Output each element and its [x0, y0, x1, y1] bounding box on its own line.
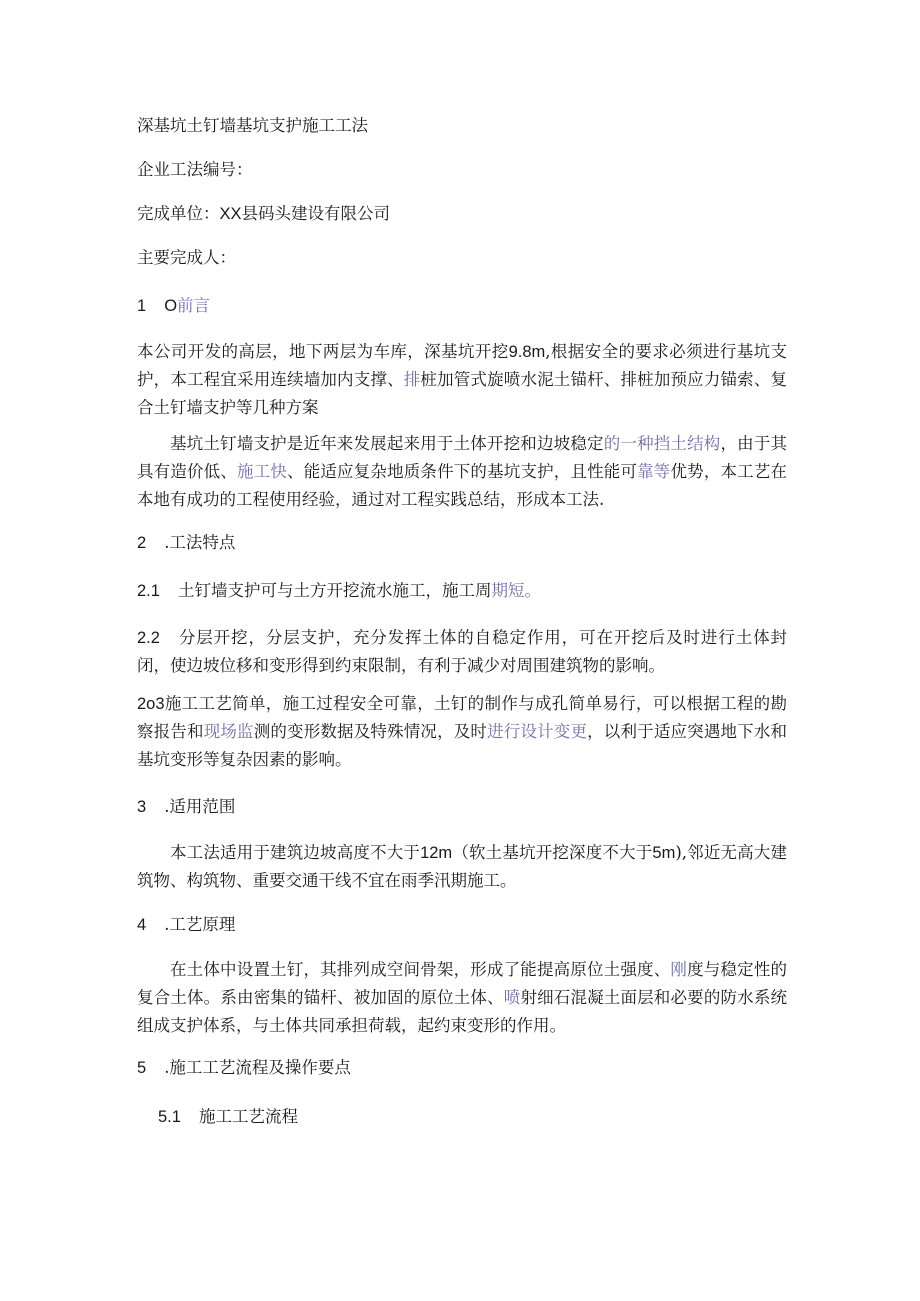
text-run: 排 [403, 370, 421, 389]
text-run: 现场监 [203, 722, 254, 741]
section-title: .工艺原理 [164, 915, 236, 934]
method-code-label: 企业工法编号： [137, 160, 253, 179]
section-title: .适用范围 [164, 797, 236, 816]
depth-value: 5m [652, 844, 676, 862]
item-num: 2.1 [137, 582, 160, 600]
text-run: 土钉墙支护可与土方开挖流水施工，施工周 [177, 581, 492, 600]
text-run: （软土基坑开挖深度不大于 [452, 843, 653, 862]
subsection-title: 施工工艺流程 [198, 1107, 298, 1126]
text-run: 分层开挖，分层支护，充分发挥土体的自稳定作用，可在开挖后及时进行土体封闭，使边坡位移和变形得到约束限制，有利于减少对周围建筑物的影响。 [137, 628, 787, 675]
unit-value: XX县码头建设有限公司 [219, 205, 391, 223]
text-run: 施工快 [237, 462, 288, 481]
text-run: 的一种挡土结构 [603, 434, 721, 453]
text-run: 期短。 [491, 581, 541, 600]
text-run: ),邻近无高大建筑物、构筑物、重要交通干线不宜在雨季汛期施工。 [137, 843, 788, 890]
item-num: 2.2 [137, 629, 160, 647]
section-5-heading [137, 1056, 351, 1080]
text-run: 进行设计变更 [487, 722, 588, 741]
section-4-heading [137, 913, 235, 937]
text-run: 测的变形数据及特殊情况，及时 [253, 722, 488, 741]
text-run: 本工法适用于建筑边坡高度不大于 [170, 843, 421, 862]
section-num: 5 [137, 1059, 147, 1077]
main-authors-label: 主要完成人： [137, 248, 236, 267]
section-num: 3 [137, 798, 147, 816]
section-title: .施工工艺流程及操作要点 [164, 1058, 351, 1077]
section-1-paragraph-1 [137, 338, 787, 422]
text-run: 在土体中设置土钉，其排列成空间骨架，形成了能提高原位土强度、 [170, 960, 671, 979]
section-4-paragraph [137, 956, 787, 1040]
subsection-5-1-heading [158, 1105, 298, 1129]
subsection-num: 5.1 [158, 1108, 181, 1126]
text-run: ，由于其具有造价低、 [137, 434, 788, 481]
text-run: 基坑土钉墙支护是近年来发展起来用于土体开挖和边坡稳定 [170, 434, 604, 453]
section-1-paragraph-2 [137, 430, 787, 514]
text-run: ,根据安全的要求必须进行基坑支护，本工程宜采用连续墙加内支撑、 [137, 342, 787, 389]
text-run: 刚 [670, 960, 688, 979]
text-run: 本公司开发的高层，地下两层为车库，深基坑开挖 [137, 342, 509, 361]
text-run: 施工工艺简单，施工过程安全可靠，土钉的制作与成孔简单易行，可以根据工程的勘察报告和 [137, 694, 787, 741]
section-num: 4 [137, 916, 147, 934]
text-run: 靠等 [637, 462, 671, 481]
depth-value: 9.8m [508, 343, 546, 361]
section-1-heading [137, 294, 210, 318]
section-title: 前言 [177, 296, 211, 315]
doc-title: 深基坑土钉墙基坑支护施工工法 [137, 116, 368, 135]
unit-label: 完成单位： [137, 204, 220, 223]
section-2-heading [137, 531, 235, 555]
text-run: 射细石混凝土面层和必要的防水系统组成支护体系，与土体共同承担荷载，起约束变形的作用。 [137, 988, 788, 1035]
item-2-3 [137, 690, 787, 774]
section-num: 1 [137, 297, 147, 315]
text-run: 喷 [503, 988, 521, 1007]
text-run: 优势，本工艺在本地有成功的工程使用经验，通过对工程实践总结，形成本工法. [137, 462, 788, 509]
item-2-2 [137, 624, 787, 680]
item-2-1 [137, 579, 541, 603]
section-3-paragraph [137, 839, 787, 895]
item-num: 2o3 [137, 695, 165, 713]
section-num: 2 [137, 534, 147, 552]
section-prefix: O [164, 297, 178, 315]
completion-unit [137, 202, 390, 226]
text-run: ，以利于适应突遇地下水和基坑变形等复杂因素的影响。 [137, 722, 788, 769]
height-value: 12m [420, 844, 453, 862]
section-3-heading [137, 795, 235, 819]
text-run: 度与稳定性的复合土体。系由密集的锚杆、被加固的原位土体、 [137, 960, 788, 1007]
text-run: 、能适应复杂地质条件下的基坑支护，且性能可 [287, 462, 638, 481]
text-run: 桩加管式旋喷水泥土锚杆、排桩加预应力锚索、复合土钉墙支护等几种方案 [137, 370, 788, 417]
section-title: .工法特点 [164, 533, 236, 552]
